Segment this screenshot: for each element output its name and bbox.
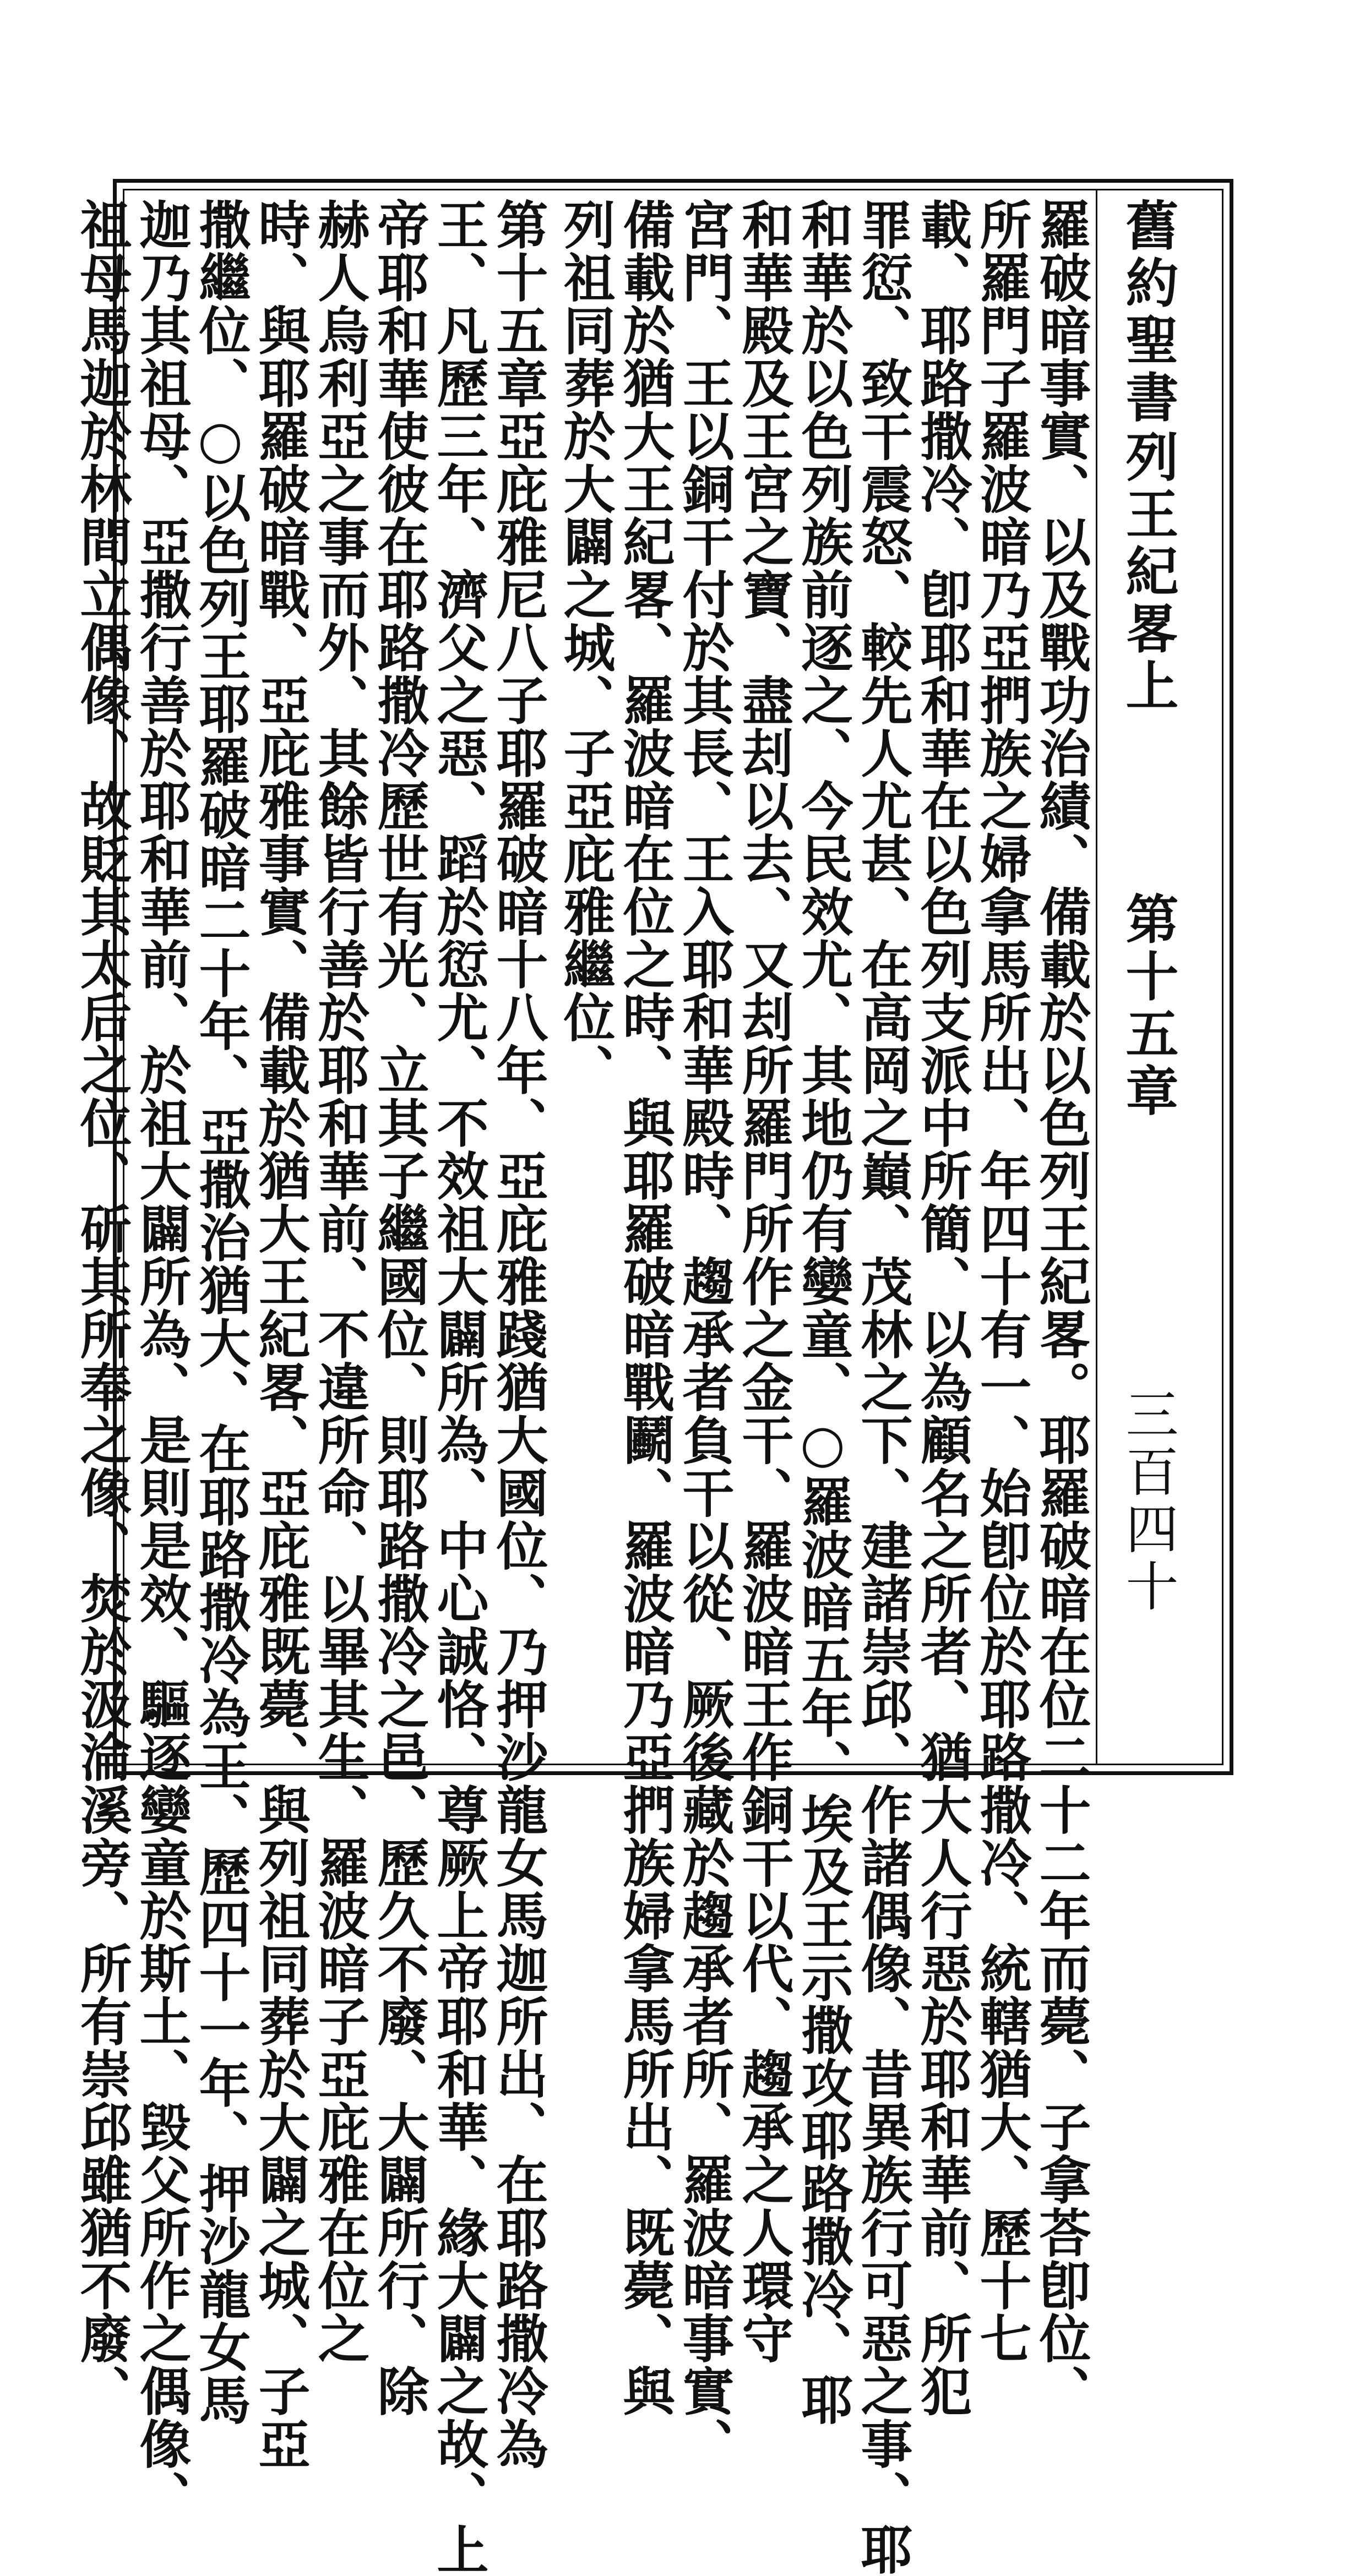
book-title: 舊約聖書 [1117,198,1179,427]
text-column: 祖母馬迦於林間立偶像、故貶其太后之位、斫其所奉之像、焚於汲淪溪旁、所有崇邱雖猶不廢、 [71,198,132,2417]
text-column: 罪愆、致干震怒、較先人尤甚、在高岡之巔、茂林之下、建諸崇邱、作諸偶像、昔異族行可惡之事、耶 [852,198,912,2576]
text-column: 備載於猶大王紀畧、羅波暗在位之時、與耶羅破暗戰鬬、羅波暗乃亞捫族婦拿馬所出、既薨、與 [614,198,675,2417]
text-column: 列祖同葬於大闢之城、子亞庇雅繼位、 [554,198,615,1096]
text-column: 和華殿及王宮之寶、盡刦以去、又刦所羅門所作之金干、羅波暗王作銅干以代、趨承之人環守 [733,198,793,2365]
text-column: 時、與耶羅破暗戰、亞庇雅事實、備載於猶大王紀畧、亞庇雅既薨、與列祖同葬於大闢之城、子亞 [249,198,310,2470]
header-divider [1096,189,1097,1765]
text-column: 帝耶和華使彼在耶路撒冷歷世有光、立其子繼國位、則耶路撒冷之邑、歷久不廢、大闢所行、除 [368,198,429,2417]
text-column: 撒繼位、○以色列王耶羅破暗二十年、亞撒治猶大、在耶路撒冷為王、歷四十一年、押沙龍女馬 [190,198,251,2426]
text-column: 羅破暗事實、以及戰功治績、備載於以色列王紀畧。耶羅破暗在位二十二年而薨、子拿荅卽位、 [1030,198,1091,2417]
text-column: 王、凡歷三年、濟父之惡、蹈於愆尤、不效祖大闢所為、中心誠恪、尊厥上帝耶和華、緣大闢之故、上 [428,198,488,2576]
text-column: 宮門、王以銅干付於其長、王入耶和華殿時、趨承者負干以從、厥後藏於趨承者所、羅波暗事實、 [673,198,734,2470]
text-column: 第十五章亞庇雅尼八子耶羅破暗十八年、亞庇雅踐猶大國位、乃押沙龍女馬迦所出、在耶路撒冷為 [487,198,548,2470]
text-column: 所羅門子羅波暗乃亞捫族之婦拿馬所出、年四十有一、始卽位於耶路撒冷、統轄猶大、歷十七 [971,198,1031,2365]
text-column: 和華於以色列族前逐之、今民效尤、其地仍有孌童、○羅波暗五年、埃及王示撒攻耶路撒冷、耶 [792,198,853,2426]
text-column: 迦乃其祖母、亞撒行善於耶和華前、於祖大闢所為、是則是效、驅逐孌童於斯土、毀父所作之偶像、 [130,198,191,2523]
section-title: 列王紀畧上 [1117,429,1179,716]
page-number: 三百四十 [1117,1387,1179,1616]
text-column: 載、耶路撒冷、卽耶和華在以色列支派中所簡、以為顧名之所者、猶大人行惡於耶和華前、所犯 [911,198,972,2417]
chapter-label: 第十五章 [1117,892,1179,1121]
text-column: 赫人烏利亞之事而外、其餘皆行善於耶和華前、不違所命、以畢其生、羅波暗子亞庇雅在位之 [309,198,369,2365]
main-text [71,198,1091,2576]
